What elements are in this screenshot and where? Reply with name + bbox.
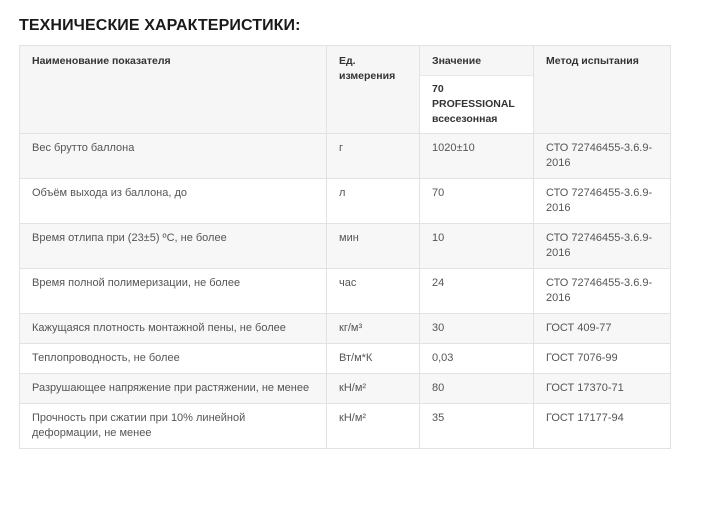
- cell-name: Время полной полимеризации, не более: [20, 269, 327, 314]
- cell-unit: л: [327, 179, 420, 224]
- cell-value: 10: [420, 224, 534, 269]
- cell-value: 0,03: [420, 344, 534, 374]
- header-name: Наименование показателя: [20, 46, 327, 134]
- cell-value: 80: [420, 374, 534, 404]
- header-value-product: 70 PROFESSIONAL всесезонная: [420, 75, 533, 134]
- cell-unit: кН/м²: [327, 404, 420, 449]
- cell-value: 70: [420, 179, 534, 224]
- header-unit: Ед. измерения: [327, 46, 420, 134]
- cell-name: Теплопроводность, не более: [20, 344, 327, 374]
- cell-method: ГОСТ 7076-99: [534, 344, 671, 374]
- table-row: [20, 269, 671, 314]
- cell-name: Прочность при сжатии при 10% линейной деформации, не менее: [20, 404, 327, 449]
- cell-unit: мин: [327, 224, 420, 269]
- section-title: ТЕХНИЧЕСКИЕ ХАРАКТЕРИСТИКИ:: [19, 17, 301, 34]
- cell-unit: час: [327, 269, 420, 314]
- table-row: [20, 344, 671, 374]
- cell-value: 35: [420, 404, 534, 449]
- cell-value: 1020±10: [420, 134, 534, 179]
- cell-method: ГОСТ 409-77: [534, 314, 671, 344]
- cell-name: Разрушающее напряжение при растяжении, не менее: [20, 374, 327, 404]
- table-row: [20, 314, 671, 344]
- header-method: Метод испытания: [534, 46, 671, 134]
- cell-method: ГОСТ 17177-94: [534, 404, 671, 449]
- header-value-label: Значение: [432, 55, 482, 67]
- cell-method: ГОСТ 17370-71: [534, 374, 671, 404]
- cell-name: Вес брутто баллона: [20, 134, 327, 179]
- specifications-table: [19, 45, 671, 449]
- cell-name: Время отлипа при (23±5) ºС, не более: [20, 224, 327, 269]
- cell-unit: г: [327, 134, 420, 179]
- cell-method: СТО 72746455-3.6.9-2016: [534, 269, 671, 314]
- cell-method: СТО 72746455-3.6.9-2016: [534, 179, 671, 224]
- table-header-row: [20, 46, 671, 134]
- cell-method: СТО 72746455-3.6.9-2016: [534, 134, 671, 179]
- table-row: [20, 374, 671, 404]
- table-row: [20, 179, 671, 224]
- table-row: [20, 404, 671, 449]
- cell-value: 30: [420, 314, 534, 344]
- cell-name: Объём выхода из баллона, до: [20, 179, 327, 224]
- cell-unit: Вт/м*К: [327, 344, 420, 374]
- cell-unit: кг/м³: [327, 314, 420, 344]
- cell-value: 24: [420, 269, 534, 314]
- cell-name: Кажущаяся плотность монтажной пены, не более: [20, 314, 327, 344]
- header-value: [420, 46, 534, 134]
- cell-unit: кН/м²: [327, 374, 420, 404]
- table-row: [20, 224, 671, 269]
- cell-method: СТО 72746455-3.6.9-2016: [534, 224, 671, 269]
- table-row: [20, 134, 671, 179]
